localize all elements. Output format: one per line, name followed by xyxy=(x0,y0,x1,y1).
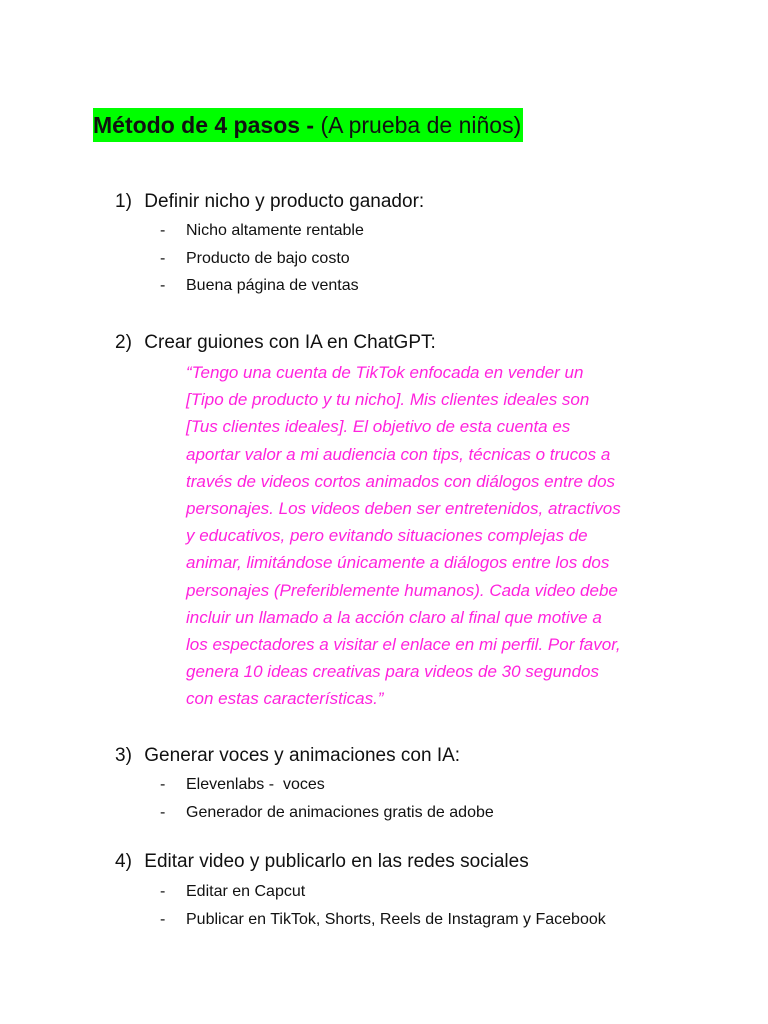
step-1-list xyxy=(160,221,364,304)
step-3-heading xyxy=(115,744,460,768)
prompt-line: [Tus clientes ideales]. El objetivo de esta cuenta es xyxy=(186,417,571,437)
step-2-title: Crear guiones con IA en ChatGPT: xyxy=(144,332,436,353)
prompt-line: “Tengo una cuenta de TikTok enfocada en vender un xyxy=(186,363,584,382)
prompt-line: personajes. Los videos deben ser entretenidos, atractivos xyxy=(186,499,621,519)
bullet-dash: - xyxy=(160,277,166,294)
step-1-number: 1) xyxy=(115,191,132,212)
prompt-line: aportar valor a mi audiencia con tips, técnicas o trucos a xyxy=(186,444,611,464)
prompt-line: incluir un llamado a la acción claro al final que motive a xyxy=(186,607,602,627)
list-item xyxy=(160,249,364,277)
step-3-title: Generar voces y animaciones con IA: xyxy=(144,745,461,766)
list-item xyxy=(160,276,364,304)
list-item-text: Editar en Capcut xyxy=(186,883,306,900)
bullet-dash: - xyxy=(160,776,166,793)
bullet-dash: - xyxy=(160,910,166,928)
step-3-number: 3) xyxy=(115,745,132,766)
list-item xyxy=(160,882,606,910)
prompt-line: personajes (Preferiblemente humanos). Cada video debe xyxy=(186,580,618,600)
list-item-text: Producto de bajo costo xyxy=(186,249,350,267)
prompt-line: animar, limitándose únicamente a diálogos entre los dos xyxy=(186,553,610,573)
step-4-title: Editar video y publicarlo en las redes sociales xyxy=(144,851,529,872)
list-item-text: Nicho altamente rentable xyxy=(186,222,364,239)
prompt-line: los espectadores a visitar el enlace en mi perfil. Por favor, xyxy=(186,635,621,655)
prompt-line: con estas características.” xyxy=(186,689,384,709)
title-subtitle-text: (A prueba de niños) xyxy=(320,112,522,138)
list-item xyxy=(160,910,606,938)
list-item-text: Generador de animaciones gratis de adobe xyxy=(186,803,494,821)
step-3-list xyxy=(160,775,494,830)
title-bold-text: Método de 4 pasos - xyxy=(93,112,315,138)
chatgpt-prompt-text xyxy=(186,359,686,713)
bullet-dash: - xyxy=(160,249,166,267)
prompt-line: y educativos, pero evitando situaciones complejas de xyxy=(186,526,588,546)
bullet-dash: - xyxy=(160,883,166,900)
list-item-text: Publicar en TikTok, Shorts, Reels de Instagram y Facebook xyxy=(186,910,606,928)
list-item xyxy=(160,803,494,831)
prompt-line: [Tipo de producto y tu nicho]. Mis clientes ideales son xyxy=(186,390,590,410)
step-2-number: 2) xyxy=(115,332,132,353)
list-item-text: Elevenlabs - voces xyxy=(186,776,325,793)
prompt-line: genera 10 ideas creativas para videos de 30 segundos xyxy=(186,662,600,682)
list-item xyxy=(160,775,494,803)
list-item-text: Buena página de ventas xyxy=(186,277,359,294)
step-4-heading xyxy=(115,850,529,874)
list-item xyxy=(160,221,364,249)
step-4-number: 4) xyxy=(115,851,132,872)
step-2-heading xyxy=(115,331,436,355)
prompt-line: través de videos cortos animados con diálogos entre dos xyxy=(186,471,616,491)
page-title xyxy=(93,108,523,142)
step-1-title: Definir nicho y producto ganador: xyxy=(144,191,425,212)
bullet-dash: - xyxy=(160,803,166,821)
bullet-dash: - xyxy=(160,222,166,239)
step-4-list xyxy=(160,882,606,937)
step-1-heading xyxy=(115,190,424,214)
